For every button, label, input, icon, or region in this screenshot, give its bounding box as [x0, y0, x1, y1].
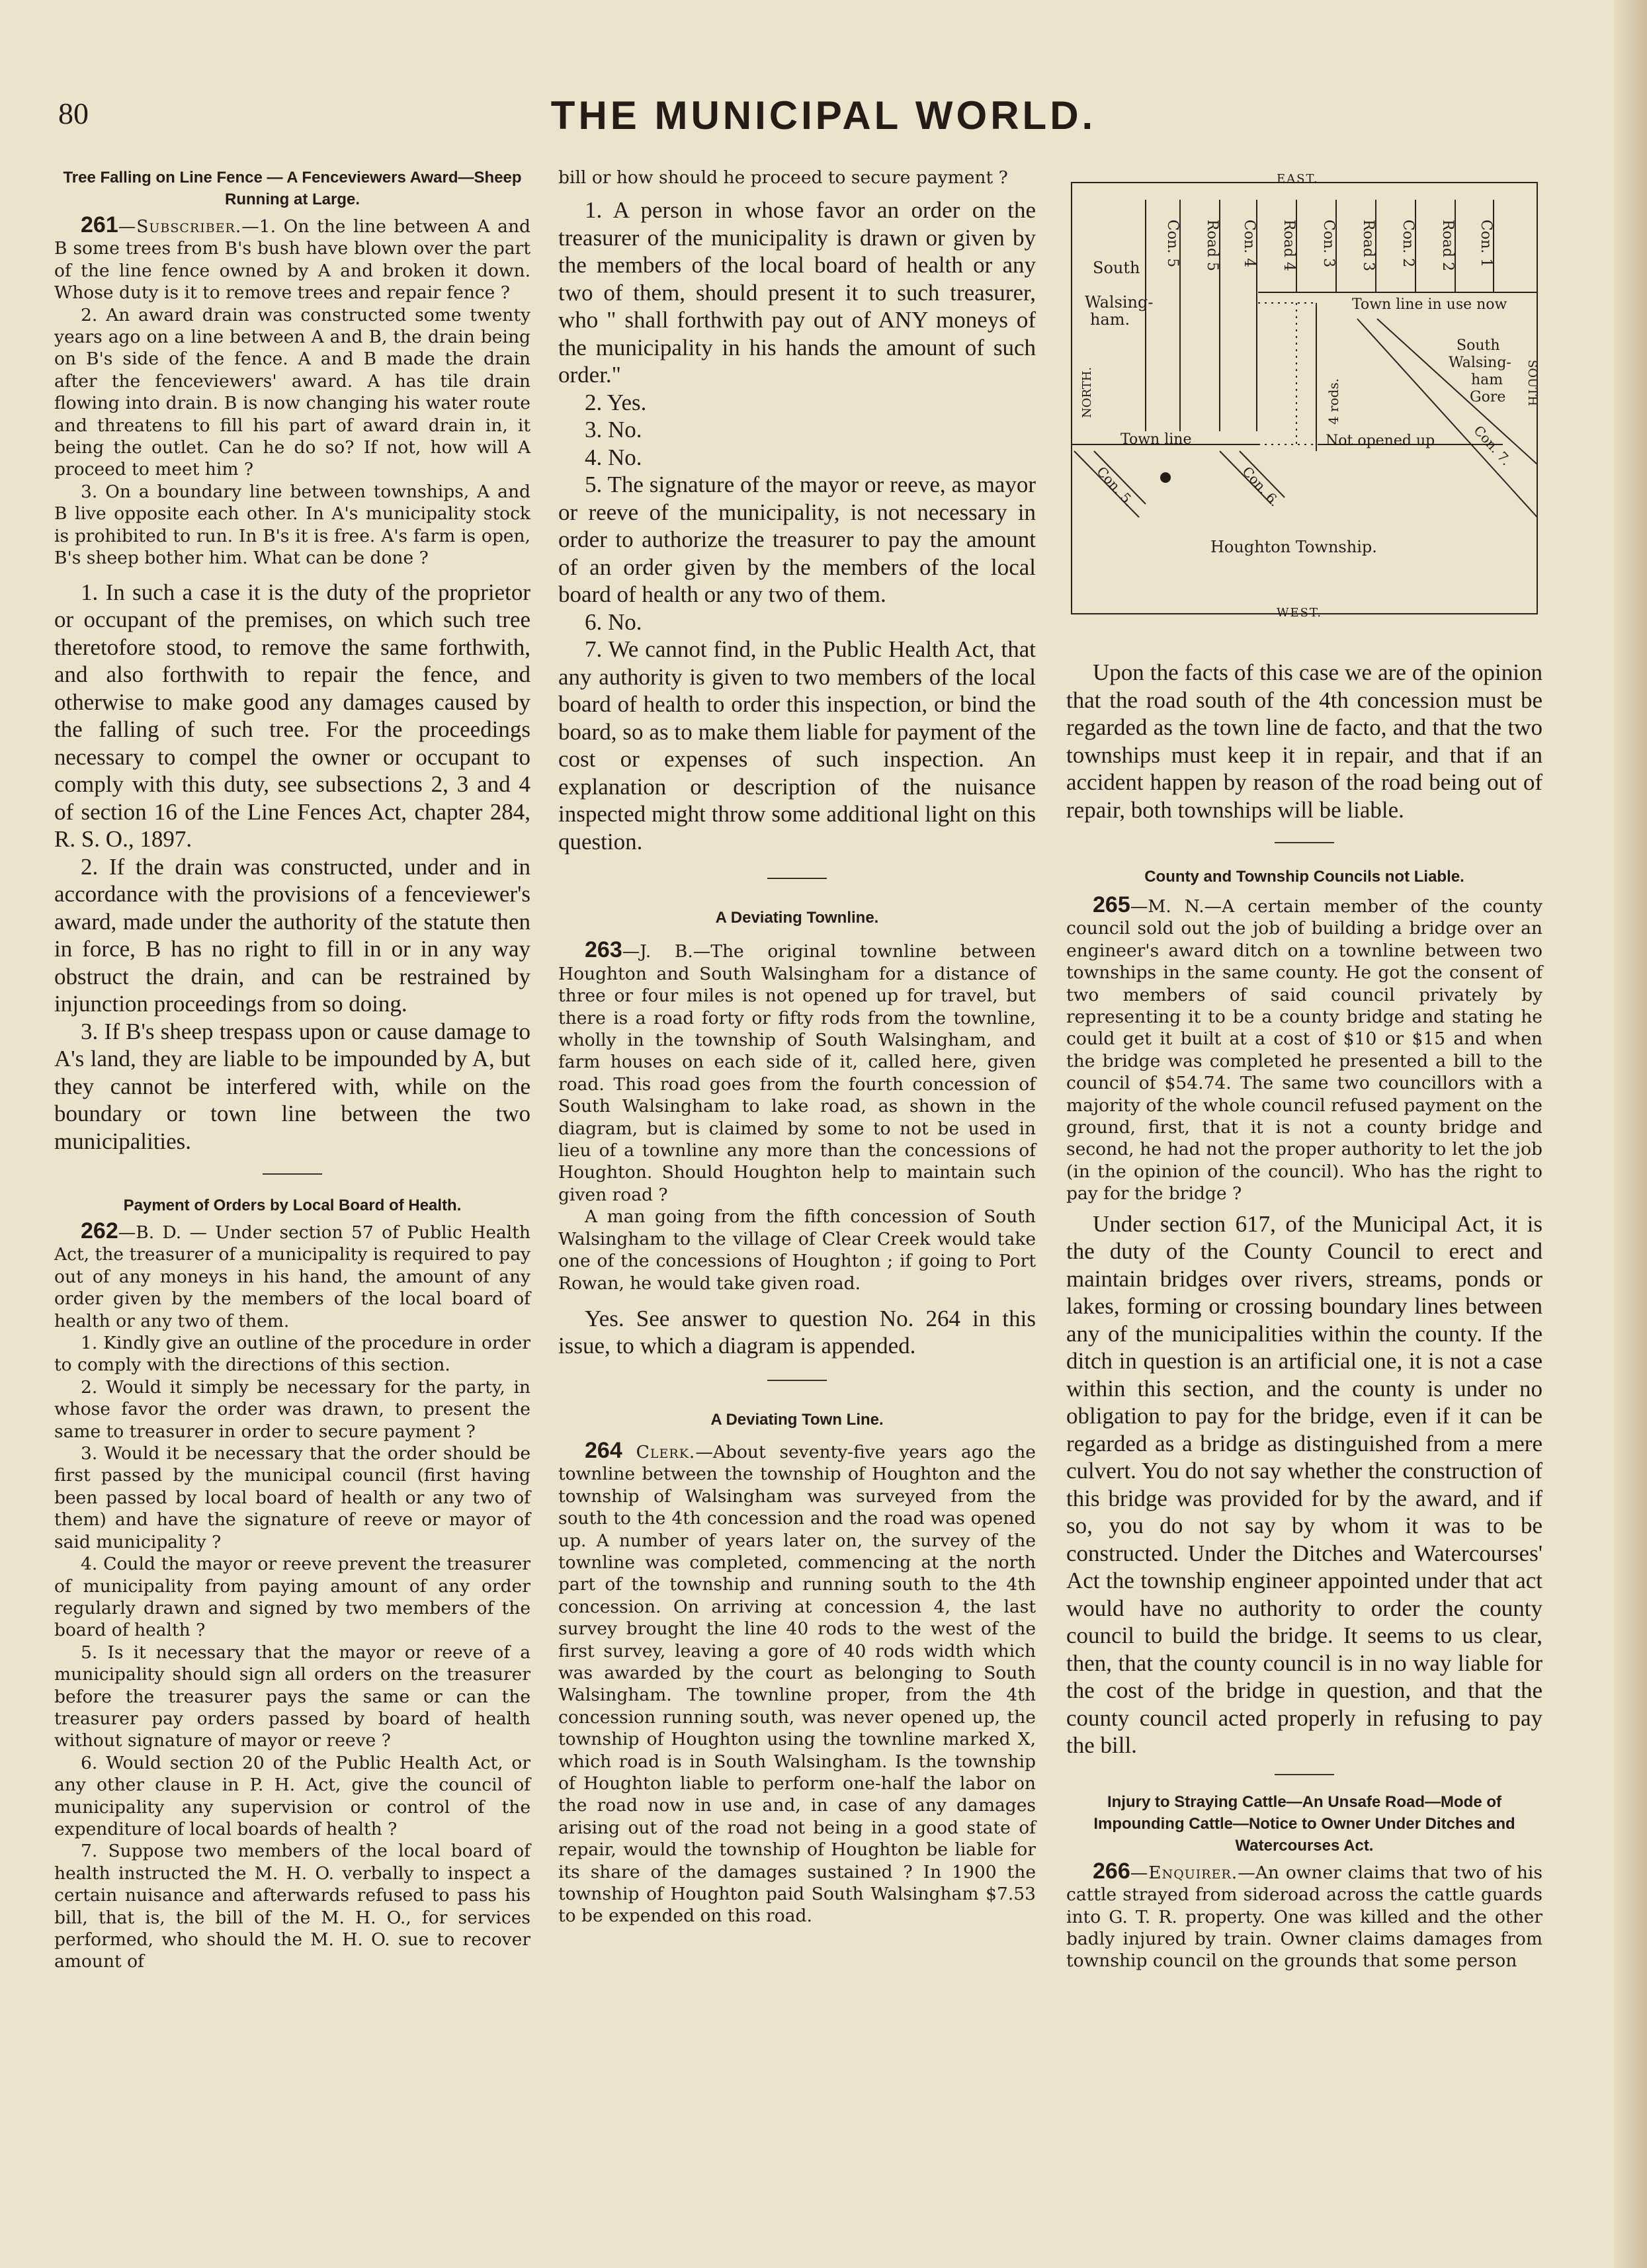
- question-261-part3: 3. On a boundary line between townships, A and B live opposite each other. In A's municipality stock is prohibited to run. In B's it is free. A's farm is open, B's sheep bother him. What can be done ?: [54, 481, 530, 569]
- question-number: 262: [81, 1218, 118, 1243]
- question-number: 264: [585, 1437, 622, 1463]
- label-con-5: Con. 5: [1164, 220, 1181, 268]
- label-houghton-township: Houghton Township.: [1210, 538, 1377, 556]
- question-text: —J. B.—The original townline between Houghton and South Walsingham for a distance of three or four miles is not opened up for travel, but there is a road forty or fifty rods from the townline, wholly in the township of South Walsingham, and farm houses on each side of it, called here, given road. This road goes from the fourth concession of South Walsingham to lake road, as shown in the diagram, but is claimed by some to not be used in lieu of a townline any more than the concessions of Houghton. Should Houghton help to maintain such given road ?: [558, 941, 1036, 1205]
- question-262-part5: 5. Is it necessary that the mayor or reeve of a municipality should sign all orders on the treasurer before the treasurer pays the same or can the treasurer pay orders passed by board of health without signature of mayor or reeve ?: [54, 1642, 530, 1751]
- question-number: 265: [1093, 892, 1130, 917]
- page-edge: [1614, 0, 1647, 2268]
- section-divider: [1275, 1774, 1334, 1775]
- question-text: —An owner claims that two of his cattle strayed from sideroad across the cattle guards into G. T. R. property. One was killed and the other badly injured by train. Owner claims damages from township council on the grounds that some person: [1066, 1862, 1542, 1972]
- label-south-walsingham-1: South: [1093, 259, 1140, 277]
- label-con-1: Con. 1: [1478, 220, 1494, 268]
- label-north: NORTH.: [1080, 366, 1094, 418]
- section-divider: [263, 1173, 322, 1175]
- label-con-3: Con. 3: [1320, 220, 1337, 268]
- question-262-intro: [54, 1220, 530, 1332]
- question-author: Clerk.: [636, 1441, 696, 1462]
- heading-262: Payment of Orders by Local Board of Health.: [123, 1197, 462, 1214]
- label-road-4: Road 4: [1281, 220, 1297, 271]
- question-261-part2: 2. An award drain was constructed some twenty years ago on a line between A and B, the drain being on B's side of the fence. A and B made the drain after the fenceviewers' award. A has tile drain flowing into drain. B is now changing his water route and threatens to fill his part of award drain in, it being the outlet. Can he do so? If not, how will A proceed to meet him ?: [54, 304, 530, 480]
- label-road-2: Road 2: [1439, 220, 1456, 271]
- label-con-6-houghton: Con. 6.: [1239, 463, 1283, 510]
- answer-261-part2: 2. If the drain was constructed, under and in accordance with the provisions of a fenceviewer's award, made under the authority of the statute then in force, B has no right to fill in or in any way obstruct the drain, and can be restrained by injunction proceedings from so doing.: [54, 853, 530, 1017]
- label-gore-1: South: [1457, 337, 1500, 354]
- column-middle: [558, 167, 1036, 1927]
- section-divider: [1275, 842, 1334, 843]
- heading-261: Tree Falling on Line Fence — A Fenceviewers Award—Sheep Running at Large.: [63, 169, 522, 208]
- answer-262-part3: 3. No.: [585, 417, 642, 443]
- label-con-4: Con. 4: [1241, 220, 1257, 268]
- column-right: [1066, 659, 1542, 1972]
- question-text: —About seventy-five years ago the townline between the township of Houghton and the township of Walsingham was surveyed from the south to the 4th concession and the road was opened up. A number of years later on, the survey of the townline was completed, commencing at the north part of the township and running south to the 4th concession. On arriving at concession 4, the last survey brought the line 40 rods to the west of the first survey, leaving a gore of 40 rods width which was awarded by the court as belonging to South Walsingham. The townline proper, from the 4th concession running south, was never opened up, the township of Houghton using the townline marked X, which road is in South Walsingham. Is the township of Houghton liable to perform one-half the labor on the road now in use and, in case of any damages arising out of the road not being in a good state of repair, would the township of Houghton be liable for its share of the damages sustained ? In 1900 the township of Houghton paid South Walsingham $7.53 to be expended on this road.: [558, 1441, 1036, 1927]
- label-con-7: Con. 7.: [1470, 422, 1515, 469]
- question-author: —Enquirer.: [1130, 1862, 1238, 1883]
- question-262-part1: 1. Kindly give an outline of the procedure in order to comply with the directions of this section.: [54, 1333, 530, 1376]
- answer-262-part1: 1. A person in whose favor an order on the treasurer of the municipality is drawn or given by the members of the local board of health or any two of them, should present it to such treasurer, who " shall forthwith pay out of ANY moneys of the municipality in his hands the amount of such order.": [558, 197, 1036, 388]
- label-gore-4: Gore: [1470, 389, 1506, 405]
- question-262-part6: 6. Would section 20 of the Public Health Act, or any other clause in P. H. Act, give the council of municipality any supervision or control of the expenditure of local boards of health ?: [54, 1752, 530, 1839]
- question-266-text: [1066, 1858, 1542, 1972]
- label-con-5-houghton: Con. 5.: [1093, 463, 1138, 510]
- label-con-2: Con. 2: [1400, 220, 1416, 268]
- answer-265: Under section 617, of the Municipal Act, it is the duty of the County Council to erect and maintain bridges over rivers, streams, ponds or lakes, forming or crossing boundary lines between any of the municipalities within the county. If the ditch in question is an artificial one, it is not a case within this section, and the county is under no obligation to pay for the bridge, even if it can be regarded as a bridge as distinguished from a mere culvert. You do not say whether the construction of this bridge was provided for by the award, and if so, you do not say by whom it was to be constructed. Under the Ditches and Watercourses' Act the township engineer appointed under that act would have no authority to order the county council to build the bridge. It seems to us clear, then, that the county council is in no way liable for the cost of the bridge in question, and that the county council acted properly in refusing to pay the bill.: [1066, 1210, 1542, 1759]
- question-262-part4: 4. Could the mayor or reeve prevent the treasurer of municipality from paying amount of any order regularly drawn and signed by two members of the board of health ?: [54, 1554, 530, 1641]
- answer-261-part3: 3. If B's sheep trespass upon or cause damage to A's land, they are liable to be impounded by A, but they cannot be interfered with, while on the boundary or town line between the two municipalities.: [54, 1018, 530, 1154]
- question-text: —B. D. — Under section 57 of Public Health Act, the treasurer of a municipality is required to pay out of any moneys in his hand, the amount of any order given by the members of the local board of health or any two of them.: [54, 1222, 530, 1331]
- question-number: 266: [1093, 1858, 1130, 1884]
- question-262-continued: bill or how should he proceed to secure payment ?: [558, 167, 1008, 188]
- section-divider: [767, 878, 827, 879]
- marker-dot: [1160, 472, 1171, 483]
- answer-263: Yes. See answer to question No. 264 in this issue, to which a diagram is appended.: [558, 1305, 1036, 1359]
- page-number: 80: [58, 97, 89, 130]
- question-264-text: [558, 1437, 1036, 1927]
- label-gore-2: Walsing-: [1449, 355, 1511, 371]
- label-town-line-in-use: Town line in use now: [1352, 296, 1507, 313]
- answer-262-part5: 5. The signature of the mayor or reeve, as mayor or reeve of the municipality, is not necessary in order to authorize the treasurer to pay the amount of an order given by the members of the local board of health or any two of them.: [558, 472, 1036, 608]
- question-265-text: [1066, 894, 1542, 1205]
- label-south-walsingham-3: ham.: [1090, 310, 1130, 329]
- answer-262-part6: 6. No.: [585, 609, 642, 635]
- masthead: THE MUNICIPAL WORLD.: [550, 93, 1097, 138]
- answer-262-part2: 2. Yes.: [585, 389, 647, 415]
- question-263-text: [558, 939, 1036, 1206]
- column-left: [54, 167, 530, 1973]
- label-town-line-bottom: Town line: [1120, 431, 1192, 448]
- section-divider: [767, 1380, 827, 1381]
- label-four-rods: 4 rods.: [1326, 378, 1341, 425]
- label-not-opened-up: Not opened up: [1326, 433, 1435, 449]
- label-gore-3: ham: [1471, 372, 1503, 388]
- heading-265: County and Township Councils not Liable.: [1144, 868, 1464, 886]
- label-east: EAST.: [1277, 172, 1319, 186]
- question-number: 261: [81, 212, 118, 237]
- answer-262-part4: 4. No.: [585, 444, 642, 470]
- answer-262-part7: 7. We cannot find, in the Public Health Act, that any authority is given to two members of the local board of health to order this inspection, or bind the board, so as to make them liable for payment of the cost or expenses of such inspection. An explanation or description of the nuisance inspected might throw some additional light on this question.: [558, 636, 1036, 855]
- question-text: —1. On the line between A and B some trees from B's bush have blown over the part of the line fence owned by A and broken it down. Whose duty is it to remove trees and repair fence ?: [54, 216, 530, 304]
- label-road-3: Road 3: [1360, 220, 1376, 271]
- question-262-part2: 2. Would it simply be necessary for the party, in whose favor the order was drawn, to present the same to treasurer in order to secure payment ?: [54, 1376, 530, 1442]
- question-263-text2: A man going from the fifth concession of South Walsingham to the village of Clear Creek would take one of the concessions of Houghton ; if going to Port Rowan, he would take given road.: [558, 1206, 1036, 1294]
- label-west: WEST.: [1277, 606, 1323, 620]
- label-road-5: Road 5: [1204, 220, 1220, 271]
- answer-264: Upon the facts of this case we are of the opinion that the road south of the 4th concession must be regarded as the town line de facto, and that the two townships must keep it in repair, and that if an accident happen by reason of the road being out of repair, both townships will be liable.: [1066, 659, 1542, 823]
- question-number: 263: [585, 937, 622, 963]
- heading-263: A Deviating Townline.: [715, 909, 879, 927]
- heading-266: Injury to Straying Cattle—An Unsafe Road—Mode of Impounding Cattle—Notice to Owner Under Ditches and Watercourses Act.: [1093, 1792, 1515, 1855]
- question-author: —Subscriber.: [118, 216, 242, 237]
- township-diagram: [1066, 173, 1542, 623]
- question-text: —M. N.—A certain member of the county council sold out the job of building a bridge over an engineer's award ditch on a townline between two townships in the same county. He got the consent of two members of said council privately by representing it to be a county bridge and stating he could get it built at a cost of $10 or $15 and when the bridge was completed he presented a bill to the council of $54.74. The same two councillors with a majority of the whole council refused payment on the ground, first, that it is not a county bridge and second, he had not the proper authority to let the job (in the opinion of the council). Who has the right to pay for the bridge ?: [1066, 896, 1542, 1204]
- label-south-walsingham-2: Walsing-: [1085, 293, 1154, 312]
- heading-264: A Deviating Town Line.: [710, 1410, 884, 1429]
- label-south-side: SOUTH: [1525, 360, 1539, 406]
- question-262-part3: 3. Would it be necessary that the order should be first passed by the municipal council (first having been passed by local board of health or any two of them) and have the signature of reeve or mayor of said municipality ?: [54, 1443, 530, 1552]
- question-262-part7: 7. Suppose two members of the local board of health instructed the M. H. O. verbally to inspect a certain nuisance and afterwards refused to pass his bill, that is, the bill of the M. H. O., for services performed, who should the M. H. O. sue to recover amount of: [54, 1841, 530, 1972]
- question-261-part1: [54, 214, 530, 304]
- answer-261-part1: 1. In such a case it is the duty of the proprietor or occupant of the premises, on which such tree theretofore stood, to remove the same forthwith, and also forthwith to repair the fence, and otherwise to make good any damages caused by the falling of such tree. For the proceedings necessary to compel the owner or occupant to comply with this duty, see subsections 2, 3 and 4 of section 16 of the Line Fences Act, chapter 284, R. S. O., 1897.: [54, 579, 530, 852]
